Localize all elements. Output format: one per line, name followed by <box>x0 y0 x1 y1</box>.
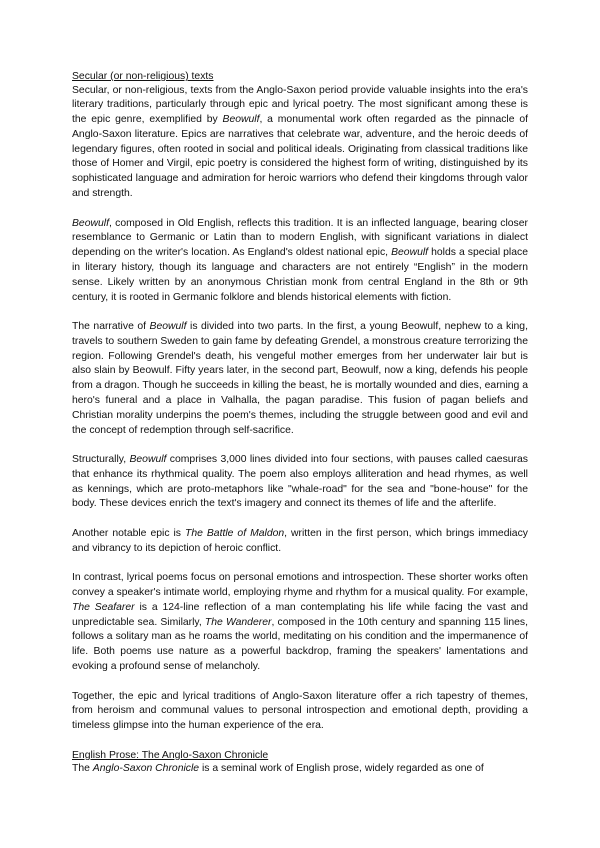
italic-title: Anglo-Saxon Chronicle <box>92 763 200 775</box>
paragraph-chronicle-intro <box>72 762 528 777</box>
text-run: is divided into two parts. In the first, a young Beowulf, nephew to a king, travels to southern Sweden to gain fame by defeating Grendel, a monstrous creature terrorizing the region. Following Grendel's death, his vengeful mother emerges from her underwater lair but is also slain by Beowulf. Fifty years later, in the second part, Beowulf, now a king, defends his people from a dragon. Though he succeeds in killing the beast, he is mortally wounded and dies, earning a hero's funeral and a place in Valhalla, the pagan paradise. This fusion of pagan beliefs and Christian morality underpins the poem's themes, including the struggle between good and evil and the concept of redemption through self-sacrifice. <box>72 321 528 436</box>
text-run: , composed in the 10th century and spanning 115 lines, follows a solitary man as he roams the world, meditating on his condition and the impermanence of life. Both poems use nature as a powerful backdrop, framing the speakers' lamentations and evoking a profound sense of melancholy. <box>72 616 528 673</box>
paragraph-lyrical-poems <box>72 571 528 675</box>
text-run: Another notable epic is <box>72 527 185 539</box>
italic-title: Beowulf <box>222 114 260 126</box>
paragraph-secular-intro <box>72 84 528 202</box>
paragraph-beowulf-language <box>72 217 528 306</box>
italic-title: The Seafarer <box>72 601 135 613</box>
text-run: holds a special place in literary history, though its language and characters are not entirely “English” in the modern sense. Likely written by an anonymous Christian monk from central England in the 8th or 9th century, it is rooted in Germanic folklore and blends historical elements with fiction. <box>72 247 528 303</box>
text-run: , composed in Old English, reflects this tradition. It is an inflected language, bearing closer resemblance to Germanic or Latin than to modern English, with significant variations in dialect depending on the writer's location. As England's oldest national epic, <box>72 217 528 259</box>
paragraph-battle-of-maldon <box>72 527 528 557</box>
italic-title: Beowulf <box>129 454 167 466</box>
section-heading-english-prose: English Prose: The Anglo-Saxon Chronicle <box>72 749 269 761</box>
italic-title: Beowulf <box>391 247 429 259</box>
section-heading-secular-texts: Secular (or non-religious) texts <box>72 71 214 82</box>
italic-title: The Battle of Maldon <box>184 527 285 539</box>
paragraph-conclusion: Together, the epic and lyrical traditions of Anglo-Saxon literature offer a rich tapestry of themes, from heroism and communal values to personal introspection and emotional depth, providing a timeless glimpse into the human experience of the era. <box>72 690 528 732</box>
paragraph-beowulf-narrative <box>72 320 528 438</box>
italic-title: Beowulf <box>72 217 109 229</box>
text-run: Secular, or non-religious, texts from the Anglo-Saxon period provide valuable insights into the era's literary traditions, particularly through epic and lyrical poetry. The most significant among these is the epic genre, exemplified by <box>72 84 528 126</box>
text-run: is a seminal work of English prose, widely regarded as one of <box>199 763 484 775</box>
text-run: , written in the first person, which brings immediacy and vibrancy to its depiction of heroic conflict. <box>72 527 528 554</box>
text-run: , a monumental work often regarded as the pinnacle of Anglo-Saxon literature. Epics are narratives that celebrate war, adventure, and the heroic deeds of legendary figures, often rooted in social and political ideals. Originating from classical traditions like those of Homer and Virgil, epic poetry is considered the highest form of writing, distinguished by its sophisticated language and admiration for heroic warriors who defend their kingdoms through valor and strength. <box>72 114 528 200</box>
text-run: is a 124-line reflection of a man contemplating his life while facing the vast and unpredictable sea. Similarly, <box>72 601 528 628</box>
text-run: comprises 3,000 lines divided into four sections, with pauses called caesuras that enhance its rhythmical quality. The poem also employs alliteration and head rhymes, as well as kennings, which are proto-metaphors like "whale-road" for the sea and "bone-house" for the body. These devices enrich the text's imagery and connect its themes of life and the afterlife. <box>72 454 528 510</box>
text-run: The narrative of <box>72 321 150 333</box>
text-run: The <box>72 763 93 775</box>
text-run: In contrast, lyrical poems focus on personal emotions and introspection. These shorter works often convey a speaker's intimate world, employing rhyme and rhythm for a musical quality. For example, <box>72 572 528 599</box>
italic-title: Beowulf <box>149 321 187 333</box>
paragraph-beowulf-structure <box>72 453 528 512</box>
text-run: Structurally, <box>72 454 130 466</box>
italic-title: The Wanderer <box>204 616 272 628</box>
